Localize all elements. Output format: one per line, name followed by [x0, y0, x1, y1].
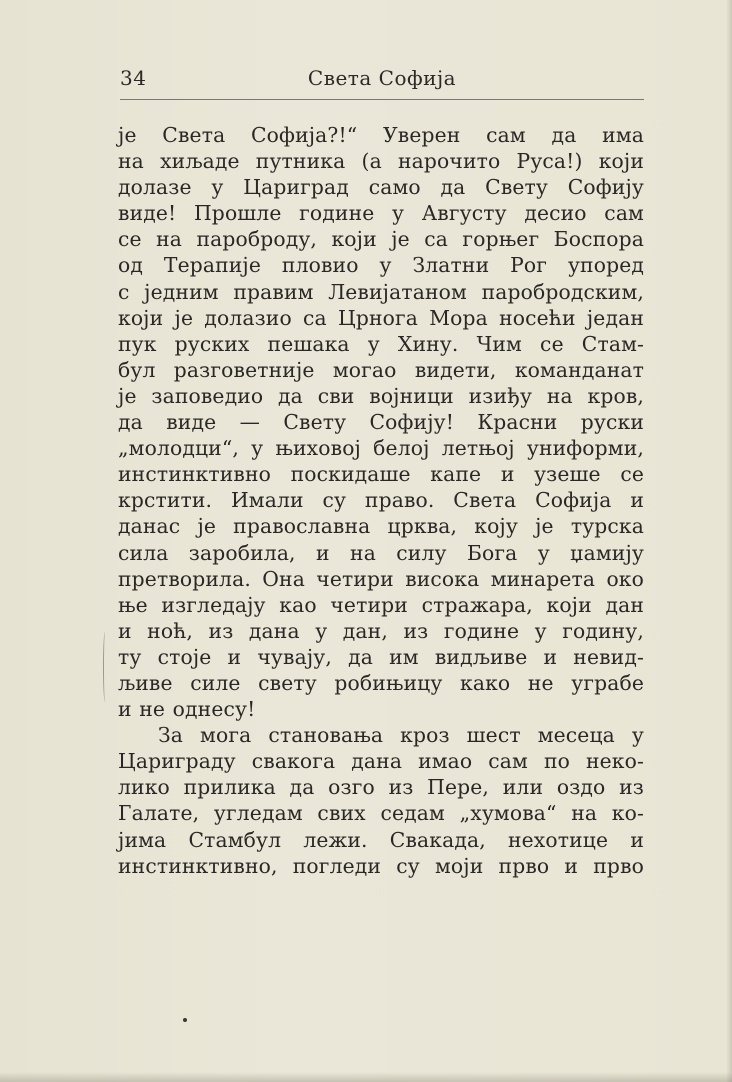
text-line: је заповедио да сви војници изиђу на кров, [118, 383, 644, 408]
ink-dot [183, 1018, 187, 1022]
text-line: инстинктивно, погледи су моји прво и прво [118, 853, 644, 878]
text-line: сила заробила, и на силу Бога у џамију [118, 540, 644, 565]
text-line: с једним правим Левијатаном паробродским, [118, 279, 644, 304]
running-title: Света Софија [307, 66, 457, 90]
text-line: љиве силе свету робињицу како не уграбе [118, 670, 644, 695]
text-line: ту стоје и чувају, да им видљиве и невид- [118, 644, 644, 669]
page-bottom-edge [0, 1072, 732, 1082]
text-line: који је долазио са Црнога Мора носећи један [118, 305, 644, 330]
text-line: „молодци“, у њиховој белој летњој униформи, [118, 436, 644, 461]
paragraph-1 [118, 122, 644, 722]
page-right-edge [726, 0, 732, 1082]
text-line: и не однесу! [118, 697, 256, 722]
text-line: ње изгледају као четири стражара, који дан [118, 592, 644, 617]
page-number: 34 [120, 66, 147, 90]
text-line: Галате, угледам свих седам „хумова“ на ко- [118, 801, 644, 826]
text-line: да виде — Свету Софију! Красни руски [118, 410, 644, 435]
text-line: пук руских пешака у Хину. Чим се Стам- [118, 331, 644, 356]
text-line: се на пароброду, који је са горњег Боспора [118, 227, 644, 252]
paragraph-2 [118, 722, 644, 879]
text-line: крстити. Имали су право. Света Софија и [118, 488, 644, 513]
body-text [118, 122, 644, 879]
text-line: на хиљаде путника (а нарочито Руса!) који [118, 149, 644, 174]
text-line: долазе у Цариград само да Свету Софију [118, 175, 644, 200]
text-line: је Света Софија?!“ Уверен сам да има [118, 123, 644, 147]
text-line: инстинктивно поскидаше капе и узеше се [118, 462, 644, 487]
text-line: данас је православна црква, коју је турска [118, 514, 644, 539]
text-line: јима Стамбул лежи. Свакада, нехотице и [118, 827, 644, 852]
text-line: и ноћ, из дана у дан, из године у годину, [118, 618, 644, 643]
header-rule [120, 99, 644, 100]
text-line: лико прилика да озго из Пере, или оздо из [118, 775, 644, 800]
text-line: За мога становања кроз шест месеца у [158, 723, 644, 748]
margin-pencil-mark [103, 632, 107, 702]
text-line: виде! Прошле године у Августу десио сам [118, 201, 644, 226]
text-line: од Терапије пловио у Златни Рог упоред [118, 253, 644, 278]
text-line: претворила. Она четири висока минарета око [118, 566, 644, 591]
page-header [120, 66, 644, 94]
text-line: бул разговетније могао видети, команданат [118, 357, 644, 382]
text-line: Цариграду свакога дана имао сам по неко- [118, 749, 644, 774]
